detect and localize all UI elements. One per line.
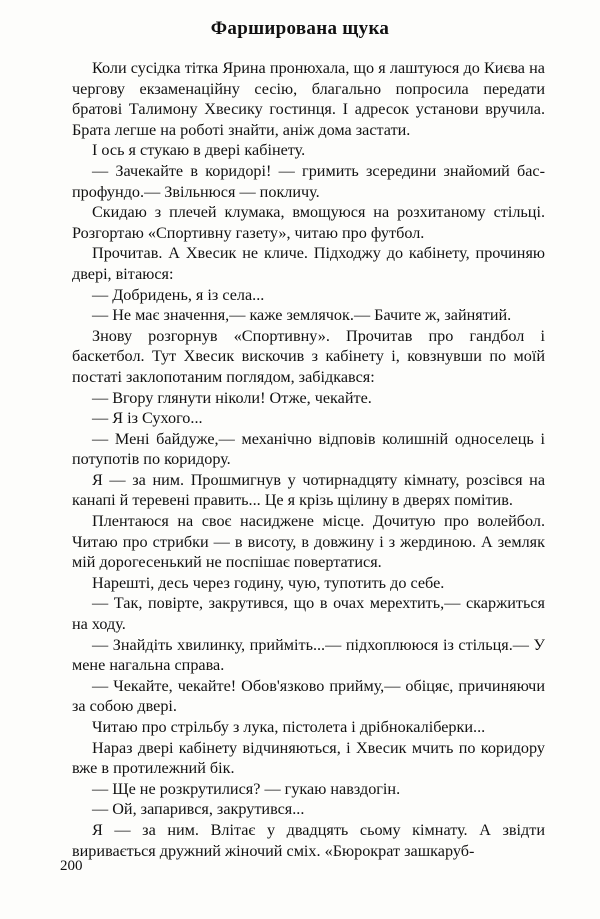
page-title: Фарширована щука — [210, 18, 390, 39]
paragraph-16: — Знайдіть хвилинку, прийміть...— підхоплююся із стільця.— У мене нагальна справа. — [72, 635, 545, 675]
paragraph-9: — Вгору глянути ніколи! Отже, чекайте. — [92, 388, 372, 407]
paragraph-6: — Добридень, я із села... — [92, 285, 265, 304]
paragraph-15: — Так, повірте, закрутився, що в очах мерехтить,— скаржиться на ходу. — [72, 594, 545, 634]
paragraph-11: — Мені байдуже,— механічно відповів колишній односелець і потупотів по коридору. — [72, 429, 545, 469]
paragraph-4: Скидаю з плечей клумака, вмощуюся на розхитаному стільці. Розгортаю «Спортивну газету», читаю про футбол. — [72, 203, 545, 242]
paragraph-1: Коли сусідка тітка Ярина пронюхала, що я лаштуюся до Києва на чергову екзаменаційну сесію, благально попросила передати братові Талимону Хвесику гостинця. І адресок установи вручила. Брата легше на роботі знайти, аніж дома застати. — [72, 59, 545, 139]
paragraph-3: — Зачекайте в коридорі! — гримить зсередини знайомий бас-профундо.— Звільнюся — покличу. — [72, 161, 545, 201]
paragraph-8: Знову розгорнув «Спортивну». Прочитав про гандбол і баскетбол. Тут Хвесик вискочив з кабінету і, ковзнувши по моїй постаті заклопотаним поглядом, забідкався: — [72, 326, 545, 386]
paragraph-18: Читаю про стрільбу з лука, пістолета і дрібнокаліберки... — [92, 718, 486, 736]
paragraph-21: — Ой, запарився, закрутився... — [92, 800, 305, 819]
paragraph-19: Нараз двері кабінету відчиняються, і Хвесик мчить по коридору вже в протилежний бік. — [72, 738, 545, 778]
page-number: 200 — [60, 858, 83, 874]
paragraph-20: — Ще не розкрутилися? — гукаю навздогін. — [92, 779, 401, 798]
paragraph-14: Нарешті, десь через годину, чую, тупотить до себе. — [92, 573, 445, 592]
paragraph-17: — Чекайте, чекайте! Обов'язково прийму,— обіцяє, причиняючи за собою двері. — [72, 676, 545, 716]
paragraph-10: — Я із Сухого... — [92, 409, 203, 428]
paragraph-2: І ось я стукаю в двері кабінету. — [92, 141, 306, 160]
paragraph-22: Я — за ним. Влітає у двадцять сьому кімнату. А звідти виривається дружний жіночий сміх. «Бюрократ зашкаруб- — [72, 820, 545, 860]
paragraph-5: Прочитав. А Хвесик не кличе. Підходжу до кабінету, прочиняю двері, вітаюся: — [72, 244, 545, 283]
paragraph-13: Плентаюся на своє насиджене місце. Дочитую про волейбол. Читаю про стрибки — в висоту, в довжину і з жердиною. А земляк мій дорогесенький не поспішає повертатися. — [72, 512, 545, 572]
paragraph-12: Я — за ним. Прошмигнув у чотирнадцяту кімнату, розсівся на канапі й теревені править... Це я крізь щілину в дверях помітив. — [72, 470, 545, 510]
body-text — [72, 58, 545, 861]
paragraph-7: — Не має значення,— каже землячок.— Бачите ж, зайнятий. — [92, 306, 512, 325]
